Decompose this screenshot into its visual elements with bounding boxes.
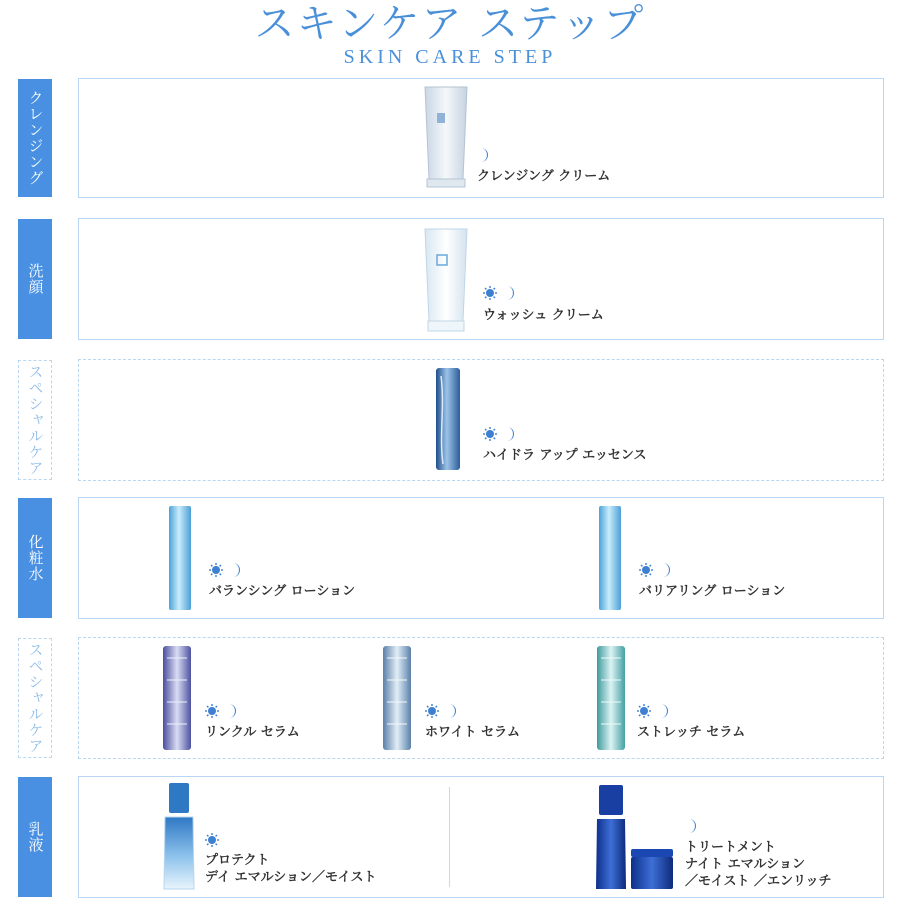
- sun-icon: [209, 563, 223, 577]
- step-6-day-time-icons: [205, 831, 219, 849]
- step-panel-special-care-2: [78, 637, 884, 759]
- step-1-time-icons: [477, 146, 491, 164]
- moon-icon: [477, 147, 491, 163]
- step-6-night-time-icons: [685, 817, 699, 835]
- step-panel-lotion: [78, 497, 884, 619]
- white-serum-bottle-icon: [381, 644, 413, 752]
- product-name-protect-day-line-2: デイ エマルション／モイスト: [205, 870, 377, 885]
- product-name-white-serum: ホワイト セラム: [425, 725, 521, 740]
- cleansing-cream-tube-icon: [423, 83, 469, 189]
- step-label-emulsion: 乳液: [18, 777, 52, 897]
- page-title: スキンケア ステップ: [254, 1, 646, 47]
- product-name-treatment-night-line-3: ／モイスト ／エンリッチ: [685, 874, 832, 889]
- moon-icon: [503, 426, 517, 442]
- product-name-barriering-lotion: バリアリング ローション: [639, 584, 786, 599]
- page-subtitle: SKIN CARE STEP: [343, 46, 557, 68]
- product-name-cleansing-cream: クレンジング クリーム: [477, 169, 611, 184]
- sun-icon: [483, 286, 497, 300]
- step-label-cleansing: クレンジング: [18, 79, 52, 197]
- step-5-stretch-time-icons: [637, 702, 671, 720]
- step-5-white-time-icons: [425, 702, 459, 720]
- hydra-up-essence-bottle-icon: [433, 366, 463, 472]
- wrinkle-serum-bottle-icon: [161, 644, 193, 752]
- moon-icon: [445, 703, 459, 719]
- product-name-hydra-up-essence: ハイドラ アップ エッセンス: [483, 448, 647, 463]
- product-name-balancing-lotion: バランシング ローション: [209, 584, 356, 599]
- sun-icon: [205, 704, 219, 718]
- product-name-stretch-serum: ストレッチ セラム: [637, 725, 746, 740]
- step-panel-special-care-1: [78, 359, 884, 481]
- sun-icon: [425, 704, 439, 718]
- moon-icon: [229, 562, 243, 578]
- product-name-wrinkle-serum: リンクル セラム: [205, 725, 300, 740]
- stretch-serum-bottle-icon: [595, 644, 627, 752]
- sun-icon: [639, 563, 653, 577]
- product-name-wash-cream: ウォッシュ クリーム: [483, 308, 604, 323]
- sun-icon: [637, 704, 651, 718]
- step-2-time-icons: [483, 284, 517, 302]
- product-name-treatment-night-line-2: ナイト エマルション: [685, 857, 806, 872]
- moon-icon: [657, 703, 671, 719]
- product-name-protect-day-line-1: プロテクト: [205, 853, 270, 868]
- step-label-special-care-2: スペシャルケア: [18, 638, 52, 758]
- product-name-treatment-night-line-1: トリートメント: [685, 840, 776, 855]
- barriering-lotion-bottle-icon: [597, 504, 623, 612]
- balancing-lotion-bottle-icon: [167, 504, 193, 612]
- step-label-special-care-1: スペシャルケア: [18, 360, 52, 480]
- step-4-barriering-time-icons: [639, 561, 673, 579]
- moon-icon: [503, 285, 517, 301]
- step-4-balancing-time-icons: [209, 561, 243, 579]
- step-panel-wash: [78, 218, 884, 340]
- step-panel-cleansing: [78, 78, 884, 198]
- step-panel-emulsion: [78, 776, 884, 898]
- treatment-night-emulsion-bottle-icon: [595, 783, 675, 895]
- step-label-wash: 洗顔: [18, 219, 52, 339]
- step-label-lotion: 化粧水: [18, 498, 52, 618]
- step-5-wrinkle-time-icons: [205, 702, 239, 720]
- moon-icon: [659, 562, 673, 578]
- wash-cream-tube-icon: [423, 225, 469, 333]
- step-3-time-icons: [483, 425, 517, 443]
- moon-icon: [685, 818, 699, 834]
- sun-icon: [483, 427, 497, 441]
- moon-icon: [225, 703, 239, 719]
- sun-icon: [205, 833, 219, 847]
- protect-day-emulsion-bottle-icon: [161, 781, 197, 893]
- emulsion-divider: [449, 787, 450, 887]
